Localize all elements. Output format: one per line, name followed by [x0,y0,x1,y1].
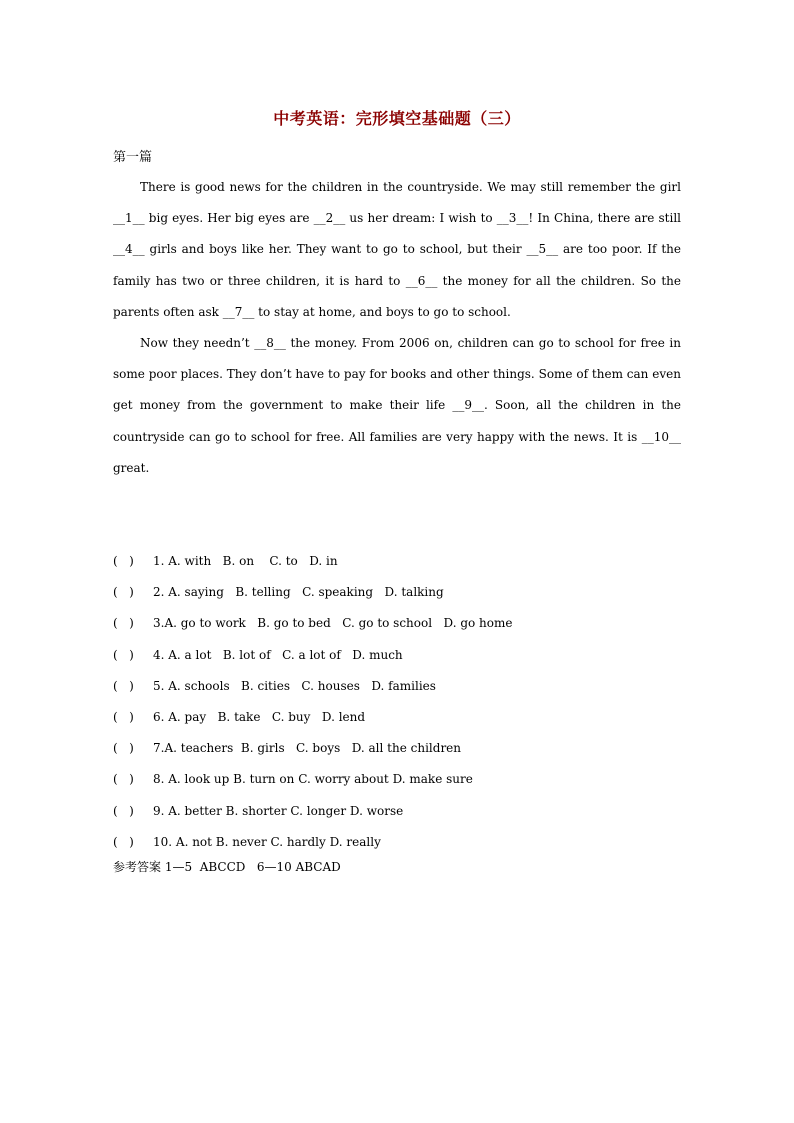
question-item [113,702,681,733]
question-item [113,764,681,795]
question-text: 5. A. schools B. cities C. houses D. families [153,678,436,693]
question-text: 4. A. a lot B. lot of C. a lot of D. much [153,647,403,662]
question-list [113,546,681,858]
question-item [113,827,681,858]
question-item [113,733,681,764]
answer-key: 参考答案 1—5 ABCCD 6—10 ABCAD [113,860,341,874]
section-label: 第一篇 [113,150,153,165]
question-text: 7.A. teachers B. girls C. boys D. all the children [153,741,462,756]
answer-blank: ( ) [113,834,134,849]
question-text: 10. A. not B. never C. hardly D. really [153,834,381,849]
page-title: 中考英语：完形填空基础题（三） [273,109,521,128]
answer-blank: ( ) [113,772,134,787]
answer-blank: ( ) [113,678,134,693]
answer-blank: ( ) [113,803,134,818]
answer-blank: ( ) [113,741,134,756]
answer-blank: ( ) [113,709,134,724]
question-item [113,671,681,702]
cloze-passage [113,172,681,484]
question-text: 2. A. saying B. telling C. speaking D. talking [153,585,444,600]
answer-blank: ( ) [113,554,134,568]
question-text: 3.A. go to work B. go to bed C. go to school D. go home [153,616,513,631]
answer-blank: ( ) [113,616,134,631]
answer-blank: ( ) [113,647,134,662]
question-item [113,608,681,639]
passage-paragraph-1: There is good news for the children in the countryside. We may still remember the girl __1__ big eyes. Her big eyes are __2__ us her dream: I wish to __3__! In China, there are still __4__ girls and boys like her. They want to go to school, but their __5__ are too poor. If the family has two or three children, it is hard to __6__ the money for all the children. So the parents often ask __7__ to stay at home, and boys to go to school. [113,180,681,319]
passage-paragraph-2: Now they needn’t __8__ the money. From 2006 on, children can go to school for free in some poor places. They don’t have to pay for books and other things. Some of them can even get money from the government to make their life __9__. Soon, all the children in the countryside can go to school for free. All families are very happy with the news. It is __10__ great. [113,336,681,475]
question-item [113,640,681,671]
answer-blank: ( ) [113,585,134,600]
question-item [113,577,681,608]
question-text: 6. A. pay B. take C. buy D. lend [153,709,366,724]
question-item [113,796,681,827]
question-text: 9. A. better B. shorter C. longer D. worse [153,803,404,818]
question-text: 8. A. look up B. turn on C. worry about D. make sure [153,772,473,787]
question-text: 1. A. with B. on C. to D. in [153,554,338,568]
question-item [113,546,681,577]
